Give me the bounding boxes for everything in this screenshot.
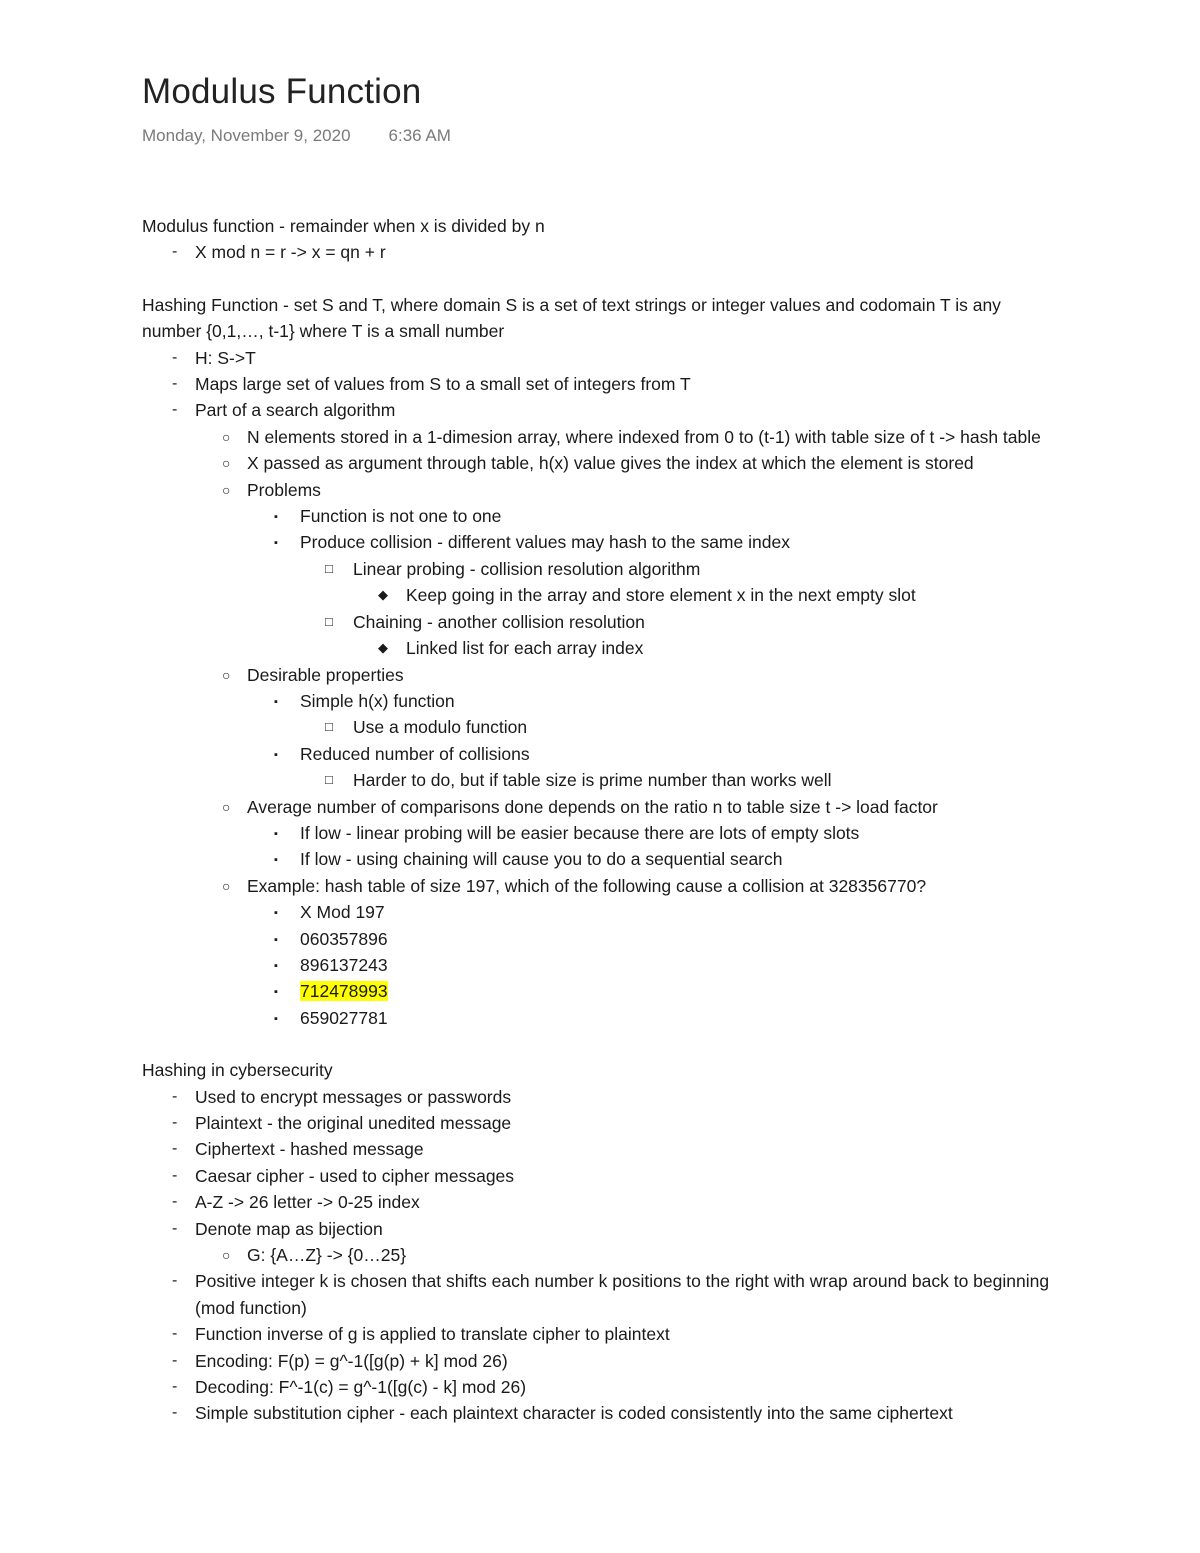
hollow-square-bullet: □ <box>325 613 333 629</box>
list-item-text: X Mod 197 <box>300 902 385 923</box>
list-item-text: Chaining - another collision resolution <box>353 611 645 632</box>
square-bullet: ▪ <box>274 748 278 761</box>
cyber-heading <box>142 1057 1062 1083</box>
list-item-text: N elements stored in a 1-dimesion array, where indexed from 0 to (t-1) with table size of t -> hash table <box>247 426 1041 447</box>
list-item <box>142 899 1062 925</box>
list-item <box>142 846 1062 872</box>
list-item <box>142 1374 1062 1400</box>
list-item <box>142 741 1062 767</box>
list-item <box>142 794 1062 820</box>
dash-bullet: - <box>172 375 178 393</box>
list-item <box>142 1268 1062 1321</box>
page-time: 6:36 AM <box>388 126 451 145</box>
list-item <box>142 1321 1062 1347</box>
list-item <box>142 873 1062 899</box>
list-item <box>142 635 1062 661</box>
list-item <box>142 529 1062 555</box>
list-item <box>142 1110 1062 1136</box>
dash-bullet: - <box>172 1193 178 1211</box>
diamond-bullet: ◆ <box>378 587 388 603</box>
list-item <box>142 820 1062 846</box>
list-item <box>142 582 1062 608</box>
list-item <box>142 371 1062 397</box>
list-item <box>142 1136 1062 1162</box>
dash-bullet: - <box>172 1378 178 1396</box>
square-bullet: ▪ <box>274 854 278 867</box>
list-item <box>142 424 1062 450</box>
dash-bullet: - <box>172 1351 178 1369</box>
list-item-text: Decoding: F^-1(c) = g^-1([g(c) - k] mod 26) <box>195 1377 527 1398</box>
list-item-text: Positive integer k is chosen that shifts each number k positions to the right with wrap around back to beginning (mod function) <box>195 1271 1050 1318</box>
list-item <box>142 397 1062 423</box>
page-dateline <box>142 126 451 146</box>
list-item <box>142 767 1062 793</box>
dash-bullet: - <box>172 1166 178 1184</box>
square-bullet: ▪ <box>274 959 278 972</box>
hashing-heading-text: Hashing Function - set S and T, where domain S is a set of text strings or integer values and codomain T is any number {0,1,…, t-1} where T is a small number <box>142 294 1001 342</box>
highlighted-answer: 712478993 <box>300 981 388 1002</box>
list-item-text: If low - linear probing will be easier because there are lots of empty slots <box>300 822 860 843</box>
dash-bullet: - <box>172 1404 178 1422</box>
list-item-text: Simple h(x) function <box>300 690 455 711</box>
list-item-text: Function inverse of g is applied to translate cipher to plaintext <box>195 1324 670 1345</box>
list-item-text: Plaintext - the original unedited message <box>195 1113 512 1133</box>
note-body <box>142 213 1062 1427</box>
dash-bullet: - <box>172 243 178 261</box>
list-item-text: Average number of comparisons done depends on the ratio n to table size t -> load factor <box>247 796 938 817</box>
square-bullet: ▪ <box>274 827 278 840</box>
dash-bullet: - <box>172 1140 178 1158</box>
modulus-heading <box>142 213 1062 239</box>
list-item-text: Maps large set of values from S to a small set of integers from T <box>195 374 691 395</box>
dash-bullet: - <box>172 1219 178 1237</box>
list-item-text: Problems <box>247 479 321 500</box>
list-item <box>142 1242 1062 1268</box>
list-item-text: A-Z -> 26 letter -> 0-25 index <box>195 1192 420 1213</box>
list-item <box>142 239 1062 265</box>
list-item-text: Keep going in the array and store element x in the next empty slot <box>406 585 916 606</box>
list-item-text: 896137243 <box>300 954 388 975</box>
square-bullet: ▪ <box>274 537 278 550</box>
page-date: Monday, November 9, 2020 <box>142 126 351 145</box>
list-item-text: Ciphertext - hashed message <box>195 1139 424 1160</box>
circle-bullet: ○ <box>222 798 231 815</box>
list-item <box>142 477 1062 503</box>
list-item-text: Reduced number of collisions <box>300 743 530 764</box>
list-item-text: Produce collision - different values may hash to the same index <box>300 532 790 553</box>
square-bullet: ▪ <box>274 695 278 708</box>
list-item <box>142 1189 1062 1215</box>
circle-bullet: ○ <box>222 455 231 472</box>
list-item <box>142 345 1062 371</box>
list-item-text: Linear probing - collision resolution algorithm <box>353 558 701 579</box>
list-item <box>142 1084 1062 1110</box>
list-item-text: X passed as argument through table, h(x) value gives the index at which the element is stored <box>247 453 974 474</box>
circle-bullet: ○ <box>222 666 231 683</box>
dash-bullet: - <box>172 348 178 366</box>
list-item-text: Function is not one to one <box>300 506 502 527</box>
page-title: Modulus Function <box>142 72 422 111</box>
list-item <box>142 1216 1062 1242</box>
square-bullet: ▪ <box>274 933 278 946</box>
list-item-text: Encoding: F(p) = g^-1([g(p) + k] mod 26) <box>195 1350 508 1371</box>
square-bullet: ▪ <box>274 986 278 999</box>
square-bullet: ▪ <box>274 907 278 920</box>
dash-bullet: - <box>172 401 178 419</box>
list-item-text: 060357896 <box>300 928 388 949</box>
list-item <box>142 978 1062 1004</box>
dash-bullet: - <box>172 1272 178 1290</box>
spacer <box>142 1031 1062 1057</box>
list-item-text: Example: hash table of size 197, which of the following cause a collision at 328356770? <box>247 875 927 896</box>
list-item-text: Use a modulo function <box>353 717 528 738</box>
circle-bullet: ○ <box>222 877 231 894</box>
hollow-square-bullet: □ <box>325 560 333 576</box>
list-item <box>142 1005 1062 1031</box>
list-item <box>142 926 1062 952</box>
list-item-text: Harder to do, but if table size is prime number than works well <box>353 770 832 791</box>
list-item-text: Caesar cipher - used to cipher messages <box>195 1165 515 1186</box>
list-item <box>142 952 1062 978</box>
list-item-text: If low - using chaining will cause you to do a sequential search <box>300 849 783 870</box>
modulus-heading-text: Modulus function - remainder when x is divided by n <box>142 216 545 236</box>
list-item-text: X mod n = r -> x = qn + r <box>195 242 386 263</box>
list-item-text: G: {A…Z} -> {0…25} <box>247 1245 407 1266</box>
cyber-heading-text: Hashing in cybersecurity <box>142 1060 333 1081</box>
circle-bullet: ○ <box>222 481 231 498</box>
list-item <box>142 503 1062 529</box>
list-item <box>142 688 1062 714</box>
list-item <box>142 556 1062 582</box>
square-bullet: ▪ <box>274 511 278 524</box>
list-item <box>142 609 1062 635</box>
dash-bullet: - <box>172 1325 178 1343</box>
list-item <box>142 1400 1062 1426</box>
list-item-text: Part of a search algorithm <box>195 400 396 421</box>
list-item-text: H: S->T <box>195 347 256 368</box>
list-item-text: Used to encrypt messages or passwords <box>195 1086 512 1107</box>
diamond-bullet: ◆ <box>378 640 388 656</box>
list-item <box>142 714 1062 740</box>
spacer <box>142 266 1062 292</box>
list-item-text: Denote map as bijection <box>195 1218 383 1239</box>
list-item <box>142 1163 1062 1189</box>
list-item <box>142 1348 1062 1374</box>
square-bullet: ▪ <box>274 1012 278 1025</box>
circle-bullet: ○ <box>222 428 231 445</box>
hashing-heading <box>142 292 1062 345</box>
dash-bullet: - <box>172 1087 178 1105</box>
circle-bullet: ○ <box>222 1247 231 1264</box>
list-item <box>142 662 1062 688</box>
list-item <box>142 450 1062 476</box>
hollow-square-bullet: □ <box>325 719 333 735</box>
dash-bullet: - <box>172 1114 178 1131</box>
hollow-square-bullet: □ <box>325 772 333 788</box>
list-item-text: 659027781 <box>300 1007 388 1028</box>
list-item-text: Simple substitution cipher - each plaintext character is coded consistently into the same ciphertext <box>195 1403 953 1424</box>
list-item-text: Desirable properties <box>247 664 404 685</box>
list-item-text: Linked list for each array index <box>406 638 644 659</box>
